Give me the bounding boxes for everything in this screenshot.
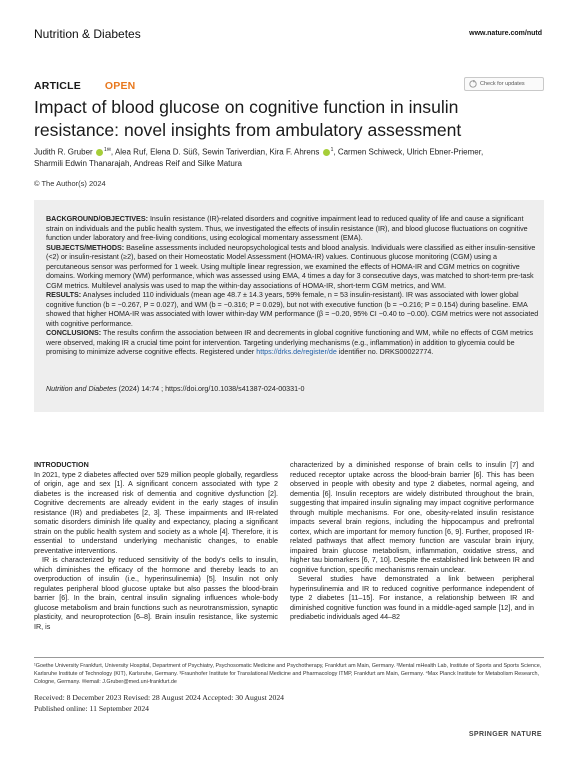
body-paragraph: characterized by a diminished response of brain cells to insulin [7] and reduced receptor uptake across the blood-brain barrier [6]. This has been observed in people with obesity and type 2 diabetes, normal ageing, and dementia [6]. Insulin receptors are widely distributed throughout the brain, suggesting that impaired insulin signaling may impact cognitive performance through multiple mechanisms. For one, obesity-related insulin resistance impacts several brain regions, including the hippocampus and prefrontal cortex, which are important for memory function [6, 9]. Further, proposed IR-related pathways that affect memory function are vascular brain injury, impaired brain glucose metabolism, inflammation, oxidative stress, and higher tau biomarkers [6, 7, 10]. Despite the established link between IR and cognitive function, specific mechanisms remain unclear.: [290, 461, 534, 574]
check-for-updates-button[interactable]: [464, 77, 544, 91]
check-updates-label: Check for updates: [480, 81, 525, 87]
methods-text: Baseline assessments included neuropsychological tests and blood analysis. Individuals were classified as either insulin-sensitive (<2) or insulin-resistant (≥2), based on their Homeostatic Model Assessment (HOMA-IR) values. Continuous glucose monitoring (CGM) using a percutaneous sensor was performed for 1 week. Using multiple linear regression, we examined the effects of HOMA-IR and CGM metrics on cognitive domains. Working memory (WM) performance, which was assessed using EMA, 4 times a day for 3 consecutive days, was matched to short-term pre-task CGM metrics. Multilevel analysis was used to map the within-day associations of HOMA-IR, short-term CGM metrics, and WM.: [46, 243, 536, 290]
citation-doi-link[interactable]: (2024) 14:74 ; https://doi.org/10.1038/s41387-024-00331-0: [116, 385, 305, 393]
abstract-box: [34, 200, 544, 412]
body-column-right: [290, 461, 534, 623]
authors-segment-1: Alea Ruf, Elena D. Süß, Sewin Tariverdian, Kira F. Ahrens: [114, 147, 320, 157]
citation-journal: Nutrition and Diabetes: [46, 385, 117, 393]
conclusions-label: CONCLUSIONS:: [46, 329, 102, 337]
refresh-icon: [469, 80, 477, 88]
journal-name: Nutrition & Diabetes: [34, 27, 141, 41]
body-paragraph: IR is characterized by reduced sensitivity of the body's cells to insulin, which diminishes the efficacy of the hormone and thereby leads to an overproduction of insulin (i.e., hyperinsulinemia) [5]. Insulin not only regulates peripheral blood glucose uptake but also passes the blood-brain barrier [6]. In the brain, central insulin signaling influences whole-body glucose metabolism and brain functions such as neurotransmission, synaptic plasticity, and neuroprotection [6–8]. Brain insulin resistance, like systemic IR, is: [34, 556, 278, 631]
introduction-heading: INTRODUCTION: [34, 461, 89, 469]
body-column-left: [34, 461, 278, 632]
footnote-divider: [34, 657, 544, 658]
article-type-row: [34, 80, 135, 92]
authors-segment-3: Sharmili Edwin Thanarajah, Andreas Reif and Silke Matura: [34, 158, 242, 168]
background-text: Insulin resistance (IR)-related disorders and cognitive impairment lead to reduced quality of life and cause a significant strain on individuals and the public health system. Thus, we investigated the effects of insulin resistance (IR), and blood glucose fluctuations on cognitive function under laboratory and free-living conditions, using ecological momentary assessment (EMA).: [46, 215, 528, 242]
copyright-notice: © The Author(s) 2024: [34, 179, 106, 188]
methods-label: SUBJECTS/METHODS:: [46, 243, 125, 252]
published-date: Published online: 11 September 2024: [34, 704, 150, 713]
publisher-logo: SPRINGER NATURE: [468, 731, 542, 738]
registry-link[interactable]: https://drks.de/register/de: [256, 348, 337, 356]
first-author[interactable]: Judith R. Gruber: [34, 147, 93, 157]
results-label: RESULTS:: [46, 291, 82, 299]
open-access-label: OPEN: [104, 80, 136, 92]
affiliations: ¹Goethe University Frankfurt, University Hospital, Department of Psychiatry, Psychosomatic Medicine and Psychotherapy, Frankfurt am Main, Germany. ²Mental mHealth Lab, Institute of Sports and Sports Science, Karlsruhe Institute of Technology (KIT), Karlsruhe, Germany. ³Fraunhofer Institute for Translational Medicine and Pharmacology ITMP, Frankfurt am Main, Germany. ⁴Max Planck Institute for Metabolism Research, Cologne, Germany. ✉email: J.Gruber@med.uni-frankfurt.de: [34, 663, 542, 686]
orcid-icon[interactable]: [323, 149, 330, 156]
article-type: ARTICLE: [34, 80, 81, 92]
received-dates: Received: 8 December 2023 Revised: 28 August 2024 Accepted: 30 August 2024: [34, 693, 285, 702]
conclusions-text: The results confirm the association between IR and decrements in global cognitive functioning and WM, while no effects of CGM metrics were observed, making IR a crucial time point for intervention. Targeting underlying mechanisms (e.g., inflammation) in addition to glycemia could be promising to minimize adverse cognitive effects. Registered under: [46, 329, 534, 356]
orcid-icon[interactable]: [96, 149, 103, 156]
citation-line: [46, 385, 304, 393]
background-label: BACKGROUND/OBJECTIVES:: [46, 215, 148, 223]
registry-tail: identifier no. DRKS00022774.: [336, 348, 434, 356]
body-paragraph: In 2021, type 2 diabetes affected over 529 million people globally, regardless of origin, age and sex [1]. A significant concern associated with type 2 diabetes is the increased risk of dementia and cognitive dysfunction [2]. Cognitive decrements are already evident in the early stages of insulin resistance (IR) and prediabetes [2, 3]. These impairments and IR-related somatic disorders diminish life quality and expectancy, placing a significant strain on the public health system and society as a whole [4]. Therefore, it is essential to understand underlying mechanistic changes, to enable preventative interventions.: [34, 470, 278, 555]
journal-url-link[interactable]: www.nature.com/nutd: [469, 30, 542, 37]
authors-segment-2: Carmen Schiweck, Ulrich Ebner-Priemer,: [337, 147, 484, 157]
abstract-text: [46, 215, 542, 358]
results-text: Analyses included 110 individuals (mean age 48.7 ± 14.3 years, 59% female, n = 53 insulin-resistant). IR was associated with lower global cognitive function (b = −0.267, P = 0.027), and WM (b = −0.316; P = 0.029), but not with executive function (b = −0.216; P = 0.154) during baseline. EMA showed that higher HOMA-IR was associated with lower within-day WM performance (β = −0.20, 95% CI −0.40 to −0.00). CGM metrics were not associated with cognitive performance.: [46, 291, 539, 328]
author-list: Judith R. Gruber $^{1✉}$, Alea Ruf, Elena D. Süß, Sewin Tariverdian, Kira F. Ahrens $^1$, Carmen Schiweck, Ulrich Ebner-Priemer, Sharmili Edwin Thanarajah, Andreas Reif and Silke Matura: [34, 147, 484, 168]
article-title: Impact of blood glucose on cognitive function in insulin resistance: novel insights from ambulatory assessment: [34, 97, 462, 140]
body-paragraph: Several studies have demonstrated a link between peripheral hyperinsulinemia and IR to reduced cognitive performance independent of type 2 diabetes [11–15]. For instance, a relationship between IR and diminished cognitive function was found in a middle-aged sample [12], and in prediabetic individuals aged 44–82: [290, 575, 534, 621]
